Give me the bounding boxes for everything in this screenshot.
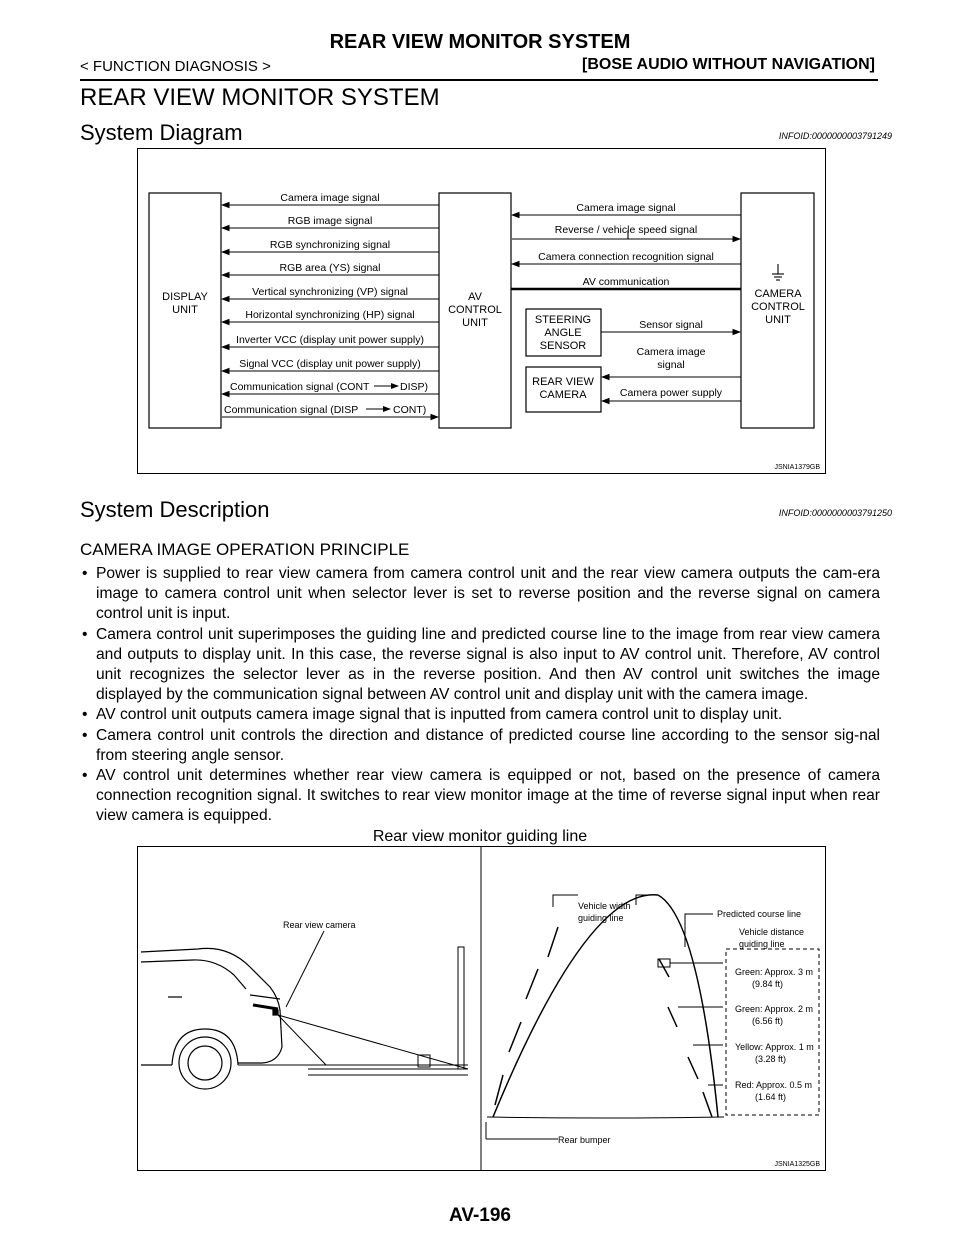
label-green2-2: (6.56 ft) bbox=[752, 1016, 784, 1026]
label-rear-bumper: Rear bumper bbox=[558, 1135, 611, 1145]
label-yellow1-2: (3.28 ft) bbox=[755, 1054, 787, 1064]
sig-comm-cont-b: DISP) bbox=[400, 381, 429, 393]
sas-label-3: SENSOR bbox=[539, 340, 587, 352]
label-vehicle-distance-1: Vehicle distance bbox=[739, 927, 805, 937]
rvc-label-2: CAMERA bbox=[539, 389, 587, 401]
sig-inverter-vcc: Inverter VCC (display unit power supply) bbox=[236, 334, 424, 346]
rvc-label-1: REAR VIEW bbox=[532, 376, 594, 388]
page-title: REAR VIEW MONITOR SYSTEM bbox=[80, 84, 440, 111]
header-rule bbox=[80, 79, 878, 81]
list-item: • Power is supplied to rear view camera from camera control unit and the rear view camera outputs the cam-era image to camera control unit when selector lever is set to reverse position and the reverse signal on camera control unit is input. bbox=[80, 564, 880, 625]
sas-label-1: STEERING bbox=[534, 314, 592, 326]
sig-camera-image-2a: Camera image bbox=[636, 346, 706, 358]
display-unit-label-2: UNIT bbox=[172, 304, 198, 316]
sas-label-2: ANGLE bbox=[544, 327, 582, 339]
system-diagram-figure bbox=[137, 148, 826, 474]
sig-vp: Vertical synchronizing (VP) signal bbox=[252, 286, 408, 298]
principle-list bbox=[80, 564, 880, 827]
label-vehicle-width-1: Vehicle width bbox=[578, 901, 631, 911]
sig-sensor: Sensor signal bbox=[639, 319, 703, 331]
av-unit-label-2: CONTROL bbox=[448, 304, 502, 316]
sig-hp: Horizontal synchronizing (HP) signal bbox=[245, 309, 415, 321]
av-unit-label-3: UNIT bbox=[462, 317, 488, 329]
sig-comm-disp-b: CONT) bbox=[393, 404, 427, 416]
label-vehicle-width-2: guiding line bbox=[578, 913, 624, 923]
list-item: • AV control unit determines whether rear view camera is equipped or not, based on the presence of camera connection recognition signal. It switches to rear view monitor image at the time of reverse signal input when rear view camera is equipped. bbox=[80, 766, 880, 827]
system-diagram-infoid: INFOID:0000000003791249 bbox=[778, 131, 892, 141]
av-unit-label-1: AV bbox=[468, 291, 482, 303]
label-green3-2: (9.84 ft) bbox=[752, 979, 784, 989]
sig-camera-image-2b: signal bbox=[657, 359, 685, 371]
camera-principle-subheading: CAMERA IMAGE OPERATION PRINCIPLE bbox=[80, 540, 410, 559]
sig-r-camera-image: Camera image signal bbox=[576, 202, 676, 214]
figure-id-2: JSNIA1325GB bbox=[774, 1161, 820, 1168]
sig-comm-disp-a: Communication signal (DISP bbox=[224, 404, 359, 416]
figure-caption: Rear view monitor guiding line bbox=[372, 828, 588, 845]
sig-rgb-image: RGB image signal bbox=[287, 215, 373, 227]
sig-recognition: Camera connection recognition signal bbox=[538, 251, 714, 263]
section-label: < FUNCTION DIAGNOSIS > bbox=[80, 58, 271, 75]
label-green2-1: Green: Approx. 2 m bbox=[735, 1004, 814, 1014]
ccu-label-3: UNIT bbox=[765, 314, 791, 326]
ccu-label-1: CAMERA bbox=[754, 288, 802, 300]
running-header-title: REAR VIEW MONITOR SYSTEM bbox=[329, 31, 631, 53]
guiding-line-svg bbox=[138, 847, 825, 1170]
sig-rgb-area: RGB area (YS) signal bbox=[279, 262, 381, 274]
sig-rgb-sync: RGB synchronizing signal bbox=[269, 239, 391, 251]
system-diagram-heading: System Diagram bbox=[80, 120, 243, 145]
sig-reverse-speed: Reverse / vehicle speed signal bbox=[554, 224, 698, 236]
display-unit-label-1: DISPLAY bbox=[162, 291, 208, 303]
sig-av-comm: AV communication bbox=[582, 276, 670, 288]
car-illustration bbox=[141, 948, 282, 1089]
label-yellow1-1: Yellow: Approx. 1 m bbox=[735, 1042, 814, 1052]
label-predicted-course: Predicted course line bbox=[717, 909, 802, 919]
list-item: • Camera control unit controls the direction and distance of predicted course line according to the sensor sig-nal from steering angle sensor. bbox=[80, 726, 880, 766]
list-item: • AV control unit outputs camera image signal that is inputted from camera control unit to display unit. bbox=[80, 705, 880, 725]
list-item: • Camera control unit superimposes the guiding line and predicted course line to the image from rear view camera and outputs to display unit. In this case, the reverse signal is also input to AV control unit. Therefore, AV control unit recognizes the selector lever as in the reverse position. And then AV control unit switches the image displayed by the communication signal between AV control unit and display unit with the camera image. bbox=[80, 625, 880, 706]
system-description-heading: System Description bbox=[80, 497, 270, 522]
sig-signal-vcc: Signal VCC (display unit power supply) bbox=[239, 358, 421, 370]
ccu-label-2: CONTROL bbox=[751, 301, 805, 313]
label-red05-1: Red: Approx. 0.5 m bbox=[735, 1080, 813, 1090]
figure-id: JSNIA1379GB bbox=[774, 464, 820, 471]
page-number: AV-196 bbox=[449, 1205, 511, 1226]
guiding-line-figure bbox=[137, 846, 826, 1171]
variant-label: [BOSE AUDIO WITHOUT NAVIGATION] bbox=[581, 56, 875, 73]
sig-power: Camera power supply bbox=[619, 387, 723, 399]
sig-camera-image: Camera image signal bbox=[280, 192, 380, 204]
label-rear-view-camera: Rear view camera bbox=[283, 920, 356, 930]
label-vehicle-distance-2: guiding line bbox=[739, 939, 785, 949]
sig-comm-cont-a: Communication signal (CONT bbox=[230, 381, 370, 393]
label-red05-2: (1.64 ft) bbox=[755, 1092, 787, 1102]
system-diagram-svg bbox=[138, 149, 825, 473]
label-green3-1: Green: Approx. 3 m bbox=[735, 967, 814, 977]
system-description-infoid: INFOID:0000000003791250 bbox=[778, 508, 892, 518]
